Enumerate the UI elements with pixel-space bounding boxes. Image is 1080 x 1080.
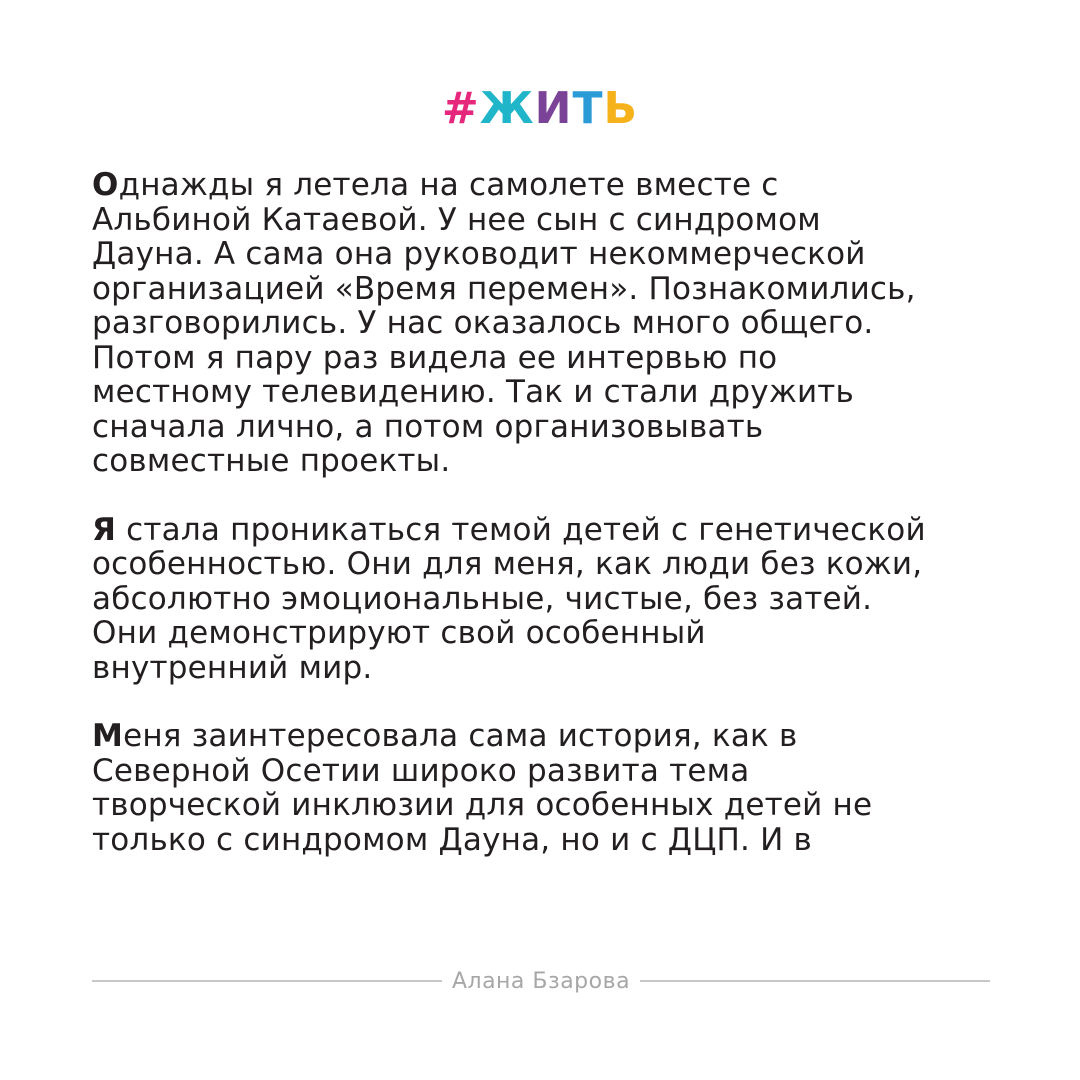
logo-char: И	[534, 83, 573, 134]
text-line: Северной Осетии широко развита тема	[92, 752, 750, 789]
paragraph-lead-letter: Я	[92, 511, 117, 548]
logo-char: #	[441, 83, 480, 134]
text-line-content: днажды я летела на самолете вместе с	[118, 167, 779, 203]
paragraph-lead-letter: О	[92, 167, 119, 203]
text-line	[92, 168, 1012, 203]
text-line: организацией «Время перемен». Познакомились,	[92, 270, 916, 307]
logo-char: Ь	[603, 83, 639, 134]
text-line: особенностью. Они для меня, как люди без кожи,	[92, 546, 923, 582]
logo-char: Ж	[479, 83, 535, 134]
text-line: Дауна. А сама она руководит некоммерческой	[92, 236, 866, 272]
text-line: только с синдромом Дауна, но и с ДЦП. И в	[92, 821, 813, 858]
text-line	[92, 719, 1012, 754]
text-line-content: стала проникаться темой детей с генетической	[116, 511, 926, 548]
text-line	[92, 513, 1012, 548]
footer-divider-left	[92, 980, 442, 982]
logo-char: Т	[572, 83, 604, 134]
text-line: совместные проекты.	[92, 443, 451, 479]
footer-divider-right	[640, 980, 990, 982]
article-body	[92, 168, 1012, 891]
text-line: разговорились. У нас оказалось много общего.	[92, 305, 874, 341]
logo-hashtag	[0, 84, 1080, 134]
text-line: абсолютно эмоциональные, чистые, без затей.	[92, 580, 873, 617]
text-line: Они демонстрируют свой особенный	[92, 615, 706, 651]
text-line: Альбиной Катаевой. У нее сын с синдромом	[92, 201, 821, 238]
paragraph-2	[92, 513, 1012, 686]
author-name: Алана Бзарова	[451, 968, 631, 994]
text-line: Потом я пару раз видела ее интервью по	[92, 339, 778, 376]
text-line: местному телевидению. Так и стали дружить	[92, 374, 855, 410]
text-line: творческой инклюзии для особенных детей не	[92, 787, 873, 823]
paragraph-lead-letter: М	[92, 718, 124, 754]
paragraph-1	[92, 168, 1012, 479]
text-line-content: еня заинтересовала сама история, как в	[123, 718, 798, 754]
text-line: внутренний мир.	[92, 649, 373, 686]
text-line: сначала лично, а потом организовывать	[92, 408, 764, 445]
paragraph-3	[92, 719, 1012, 857]
author-footer	[92, 966, 990, 996]
